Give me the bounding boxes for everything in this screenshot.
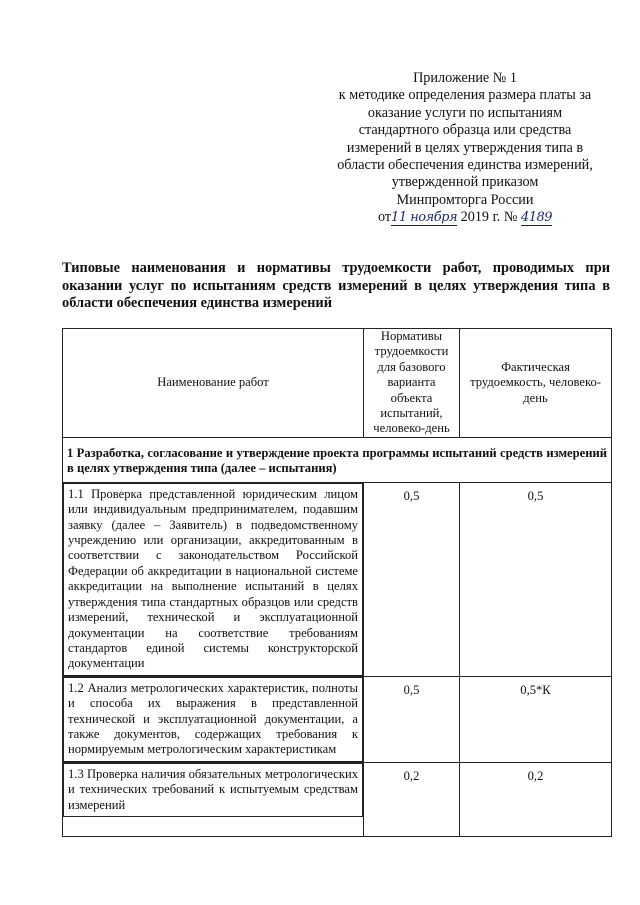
appendix-line: утвержденной приказом bbox=[391, 174, 539, 191]
section-row bbox=[63, 437, 612, 482]
table-header-row bbox=[63, 329, 612, 438]
row-actual: 0,5 bbox=[460, 482, 612, 676]
row-work-name bbox=[63, 676, 364, 762]
row-actual: 0,5*К bbox=[460, 676, 612, 762]
header-actual: Фактическая трудоемкость, человеко-день bbox=[460, 329, 612, 438]
row-work-text: 1.1 Проверка представленной юридическим лицом или индивидуальным предпринимателем, подавшим заявку (далее – Заявитель) в подведомственному учреждению или организации, аккредитованным в соответствии с законодательством Российской Федерации об аккредитации в национальной системе аккредитации на выполнение испытаний в целях утверждения типа стандартных образцов или средств измерений, технической и эксплуатационной документации на соответствие требованиям стандартов единой системы конструкторской документации bbox=[63, 483, 363, 676]
header-norm: Нормативы трудоемкости для базового варианта объекта испытаний, человеко-день bbox=[364, 329, 460, 438]
table-row bbox=[63, 482, 612, 676]
row-norm: 0,5 bbox=[364, 676, 460, 762]
table-row bbox=[63, 762, 612, 836]
order-number-handwritten: 4189 bbox=[520, 210, 553, 226]
row-work-name bbox=[63, 482, 364, 676]
appendix-line: области обеспечения единства измерений, bbox=[337, 157, 593, 174]
appendix-line: стандартного образца или средства bbox=[358, 122, 572, 139]
appendix-line: измерений в целях утверждения типа в bbox=[346, 139, 584, 156]
document-title: Типовые наименования и нормативы трудоемкости работ, проводимых при оказании услуг по испытаниям средств измерений в целях утверждения типа в области обеспечения единства измерений bbox=[62, 260, 610, 312]
appendix-line: к методике определения размера платы за bbox=[338, 87, 592, 104]
row-work-text: 1.2 Анализ метрологических характеристик, полноты и способа их выражения в представленной технической и эксплуатационной документации, а также документов, содержащих требования к нормируемым метрологическим характеристикам bbox=[63, 677, 363, 762]
row-norm: 0,5 bbox=[364, 482, 460, 676]
appendix-line: оказание услуги по испытаниям bbox=[367, 104, 563, 121]
section-1-title: 1 Разработка, согласование и утверждение проекта программы испытаний средств измерений в целях утверждения типа (далее – испытания) bbox=[63, 437, 612, 482]
table-row bbox=[63, 676, 612, 762]
appendix-block bbox=[320, 70, 610, 227]
row-norm: 0,2 bbox=[364, 762, 460, 836]
row-work-text: 1.3 Проверка наличия обязательных метрологических и технических требований к испытуемым средствам измерений bbox=[63, 763, 363, 817]
row-work-name bbox=[63, 762, 364, 836]
labor-norms-table bbox=[62, 328, 612, 837]
appendix-line: Минпромторга России bbox=[396, 191, 534, 208]
order-date-handwritten: 11 ноября bbox=[391, 210, 458, 226]
order-line bbox=[320, 209, 610, 226]
row-actual: 0,2 bbox=[460, 762, 612, 836]
order-year: 2019 г. № bbox=[460, 209, 518, 226]
header-name: Наименование работ bbox=[63, 329, 364, 438]
appendix-line: Приложение № 1 bbox=[413, 70, 517, 86]
order-prefix: от bbox=[377, 209, 392, 226]
